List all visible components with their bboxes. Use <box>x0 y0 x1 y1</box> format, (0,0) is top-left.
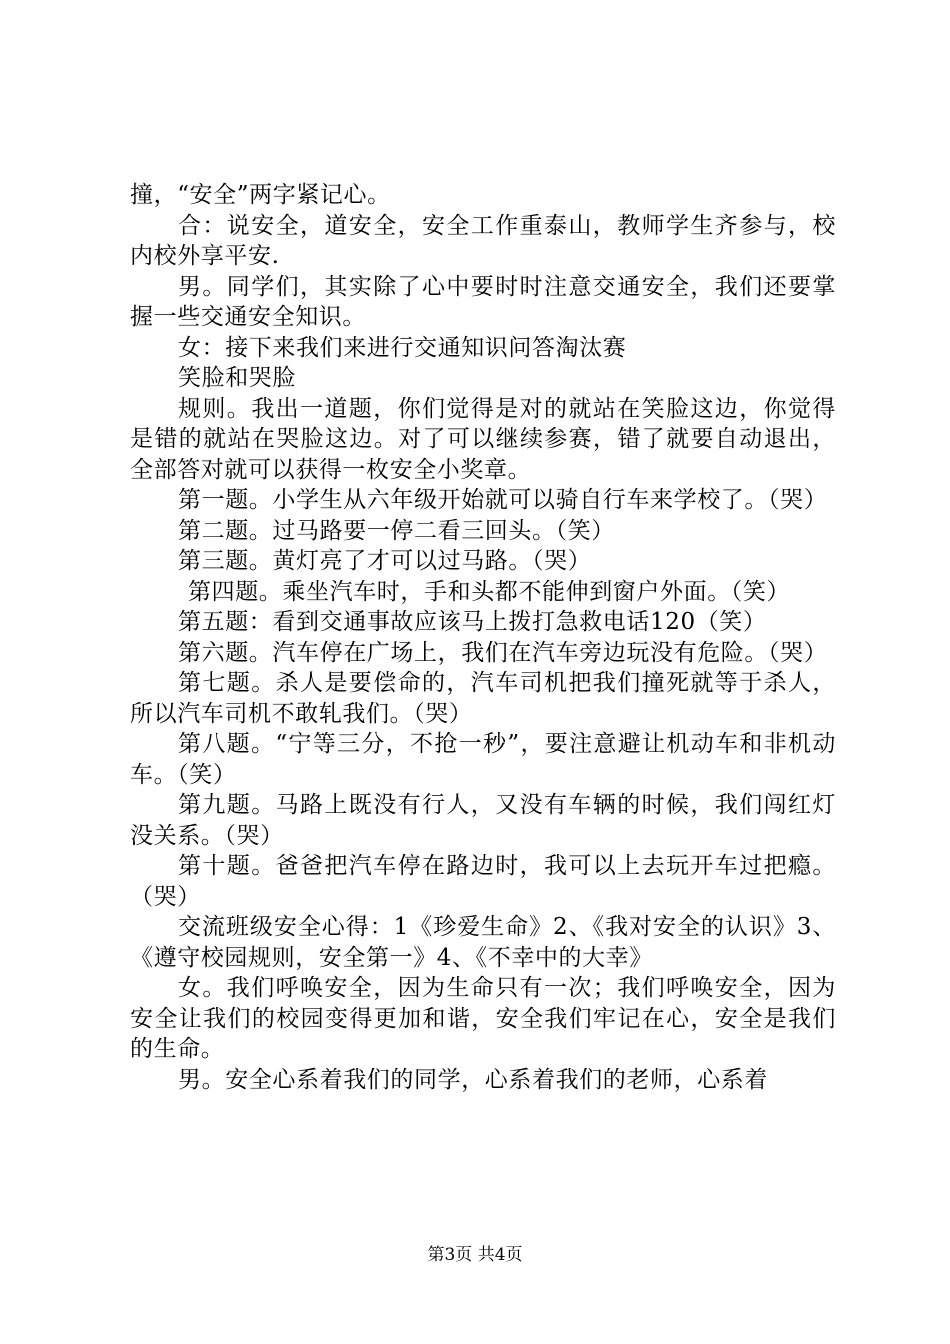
page-indicator: 第3页 共4页 <box>427 1245 523 1265</box>
paragraph-female: 女：接下来我们来进行交通知识问答淘汰赛 <box>178 334 627 361</box>
paragraph-question-6: 第六题。汽车停在广场上，我们在汽车旁边玩没有危险。（哭） <box>178 639 828 666</box>
paragraph-male-closing: 男。安全心系着我们的同学，心系着我们的老师，心系着 <box>178 1066 768 1093</box>
paragraph-question-4: 第四题。乘坐汽车时，手和头都不能伸到窗户外面。（笑） <box>188 578 791 605</box>
paragraph-question-3: 第三题。黄灯亮了才可以过马路。（哭） <box>178 548 592 574</box>
paragraph-question-5: 第五题：看到交通事故应该马上拨打急救电话120（笑） <box>178 609 767 635</box>
paragraph-chorus: 合：说安全，道安全，安全工作重泰山，教师学生齐参与，校内校外享平安. <box>130 212 836 269</box>
page-footer <box>0 1244 950 1266</box>
paragraph-continuation: 撞，“安全”两字紧记心。 <box>130 182 391 208</box>
paragraph-question-8: 第八题。“宁等三分，不抢一秒”，要注意避让机动车和非机动车。（笑） <box>130 731 836 788</box>
paragraph-question-1: 第一题。小学生从六年级开始就可以骑自行车来学校了。（哭） <box>178 487 828 513</box>
paragraph-sharing: 交流班级安全心得：1《珍爱生命》2、《我对安全的认识》3、《遵守校园规则，安全第一》4、《不幸中的大幸》 <box>130 914 836 971</box>
paragraph-male: 男。同学们，其实除了心中要时时注意交通安全，我们还要掌握一些交通安全知识。 <box>130 273 836 330</box>
paragraph-female-closing: 女。我们呼唤安全，因为生命只有一次；我们呼唤安全，因为安全让我们的校园变得更加和谐，安全我们牢记在心，安全是我们的生命。 <box>130 975 836 1062</box>
paragraph-question-9: 第九题。马路上既没有行人，又没有车辆的时候，我们闯红灯没关系。（哭） <box>130 792 836 849</box>
paragraph-question-7: 第七题。杀人是要偿命的，汽车司机把我们撞死就等于杀人，所以汽车司机不敢轧我们。（哭） <box>130 670 836 727</box>
paragraph-game-title: 笑脸和哭脸 <box>178 365 296 391</box>
paragraph-question-10: 第十题。爸爸把汽车停在路边时，我可以上去玩开车过把瘾。（哭） <box>130 853 836 910</box>
document-body <box>130 180 836 1095</box>
paragraph-question-2: 第二题。过马路要一停二看三回头。（笑） <box>178 517 615 544</box>
paragraph-rules: 规则。我出一道题，你们觉得是对的就站在笑脸这边，你觉得是错的就站在哭脸这边。对了可以继续参赛，错了就要自动退出，全部答对就可以获得一枚安全小奖章。 <box>130 395 836 483</box>
